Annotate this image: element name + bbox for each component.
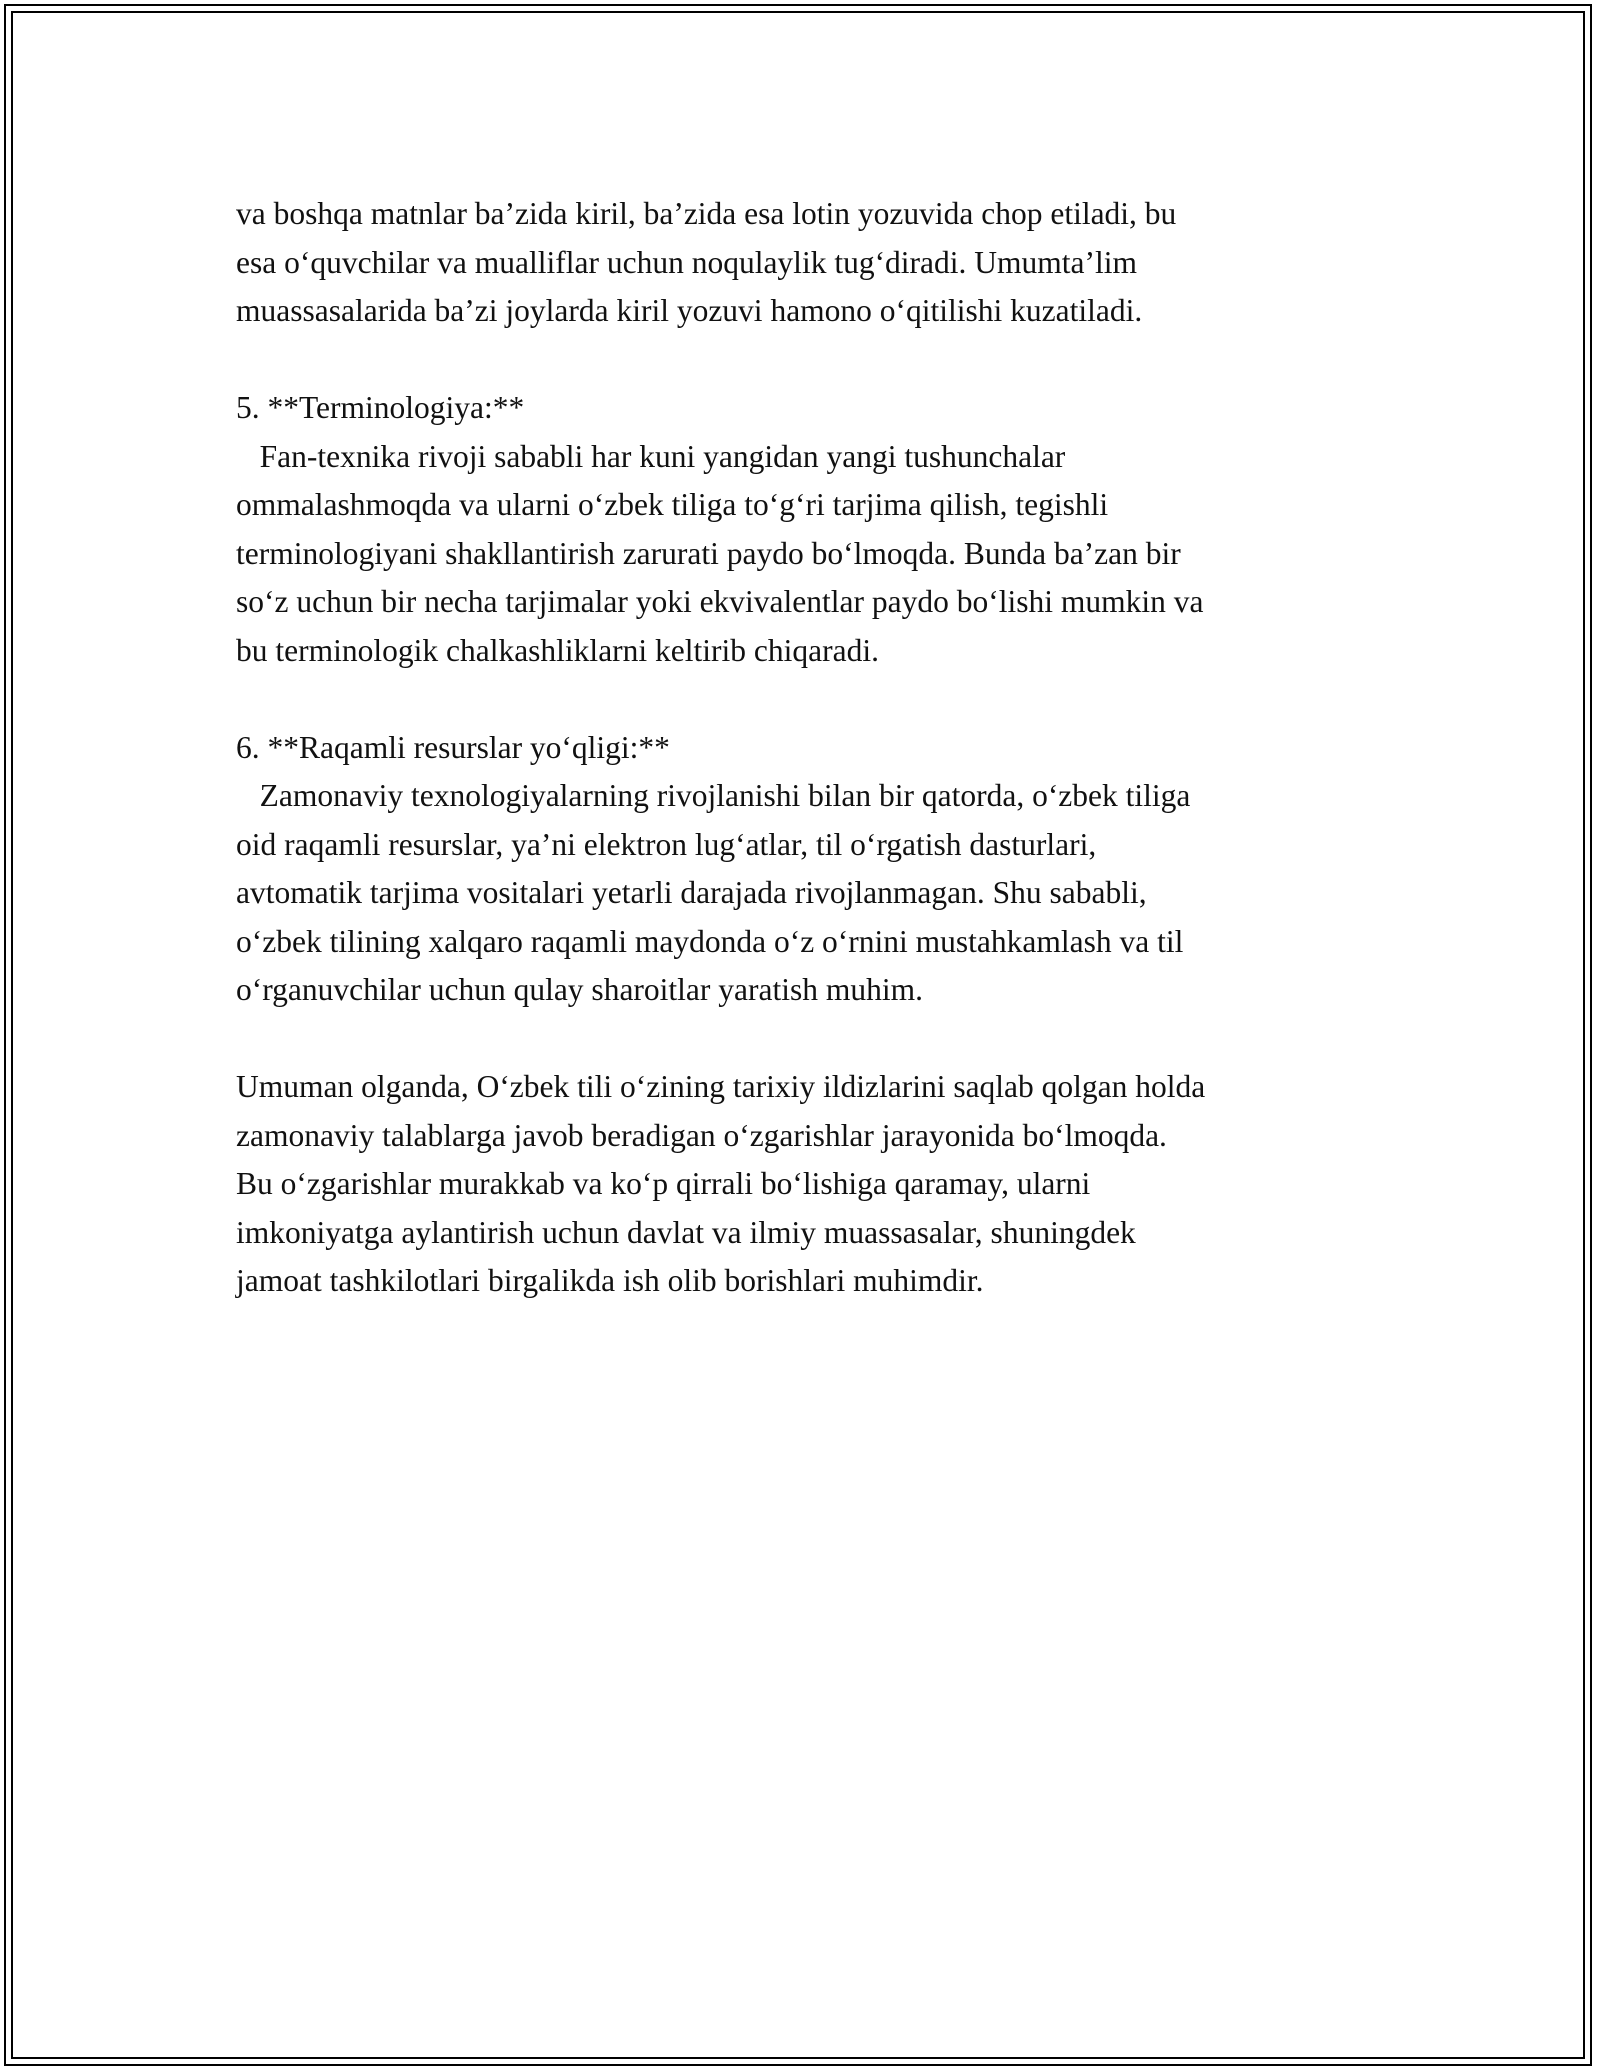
paragraph-spacer (236, 675, 1376, 724)
conclusion-paragraph (236, 1063, 1376, 1306)
text-line: so‘z uchun bir necha tarjimalar yoki ekvivalentlar paydo bo‘lishi mumkin va (236, 584, 1204, 619)
text-line: esa o‘quvchilar va mualliflar uchun noqulaylik tug‘diradi. Umumta’lim (236, 244, 1138, 280)
paragraph-spacer (236, 336, 1376, 385)
text-line: bu terminologik chalkashliklarni keltirib chiqaradi. (236, 632, 879, 668)
document-body (236, 190, 1376, 1306)
section-digital-resources (236, 724, 1376, 1015)
text-line: jamoat tashkilotlari birgalikda ish olib borishlari muhimdir. (236, 1263, 984, 1298)
section-heading: 5. **Terminologiya:** (236, 390, 525, 425)
text-line: Fan-texnika rivoji sababli har kuni yangidan yangi tushunchalar (236, 438, 1066, 474)
text-line: avtomatik tarjima vositalari yetarli darajada rivojlanmagan. Shu sababli, (236, 875, 1147, 910)
text-line: imkoniyatga aylantirish uchun davlat va ilmiy muassasalar, shuningdek (236, 1214, 1136, 1250)
paragraph-spacer (236, 1015, 1376, 1064)
text-line: terminologiyani shakllantirish zarurati paydo bo‘lmoqda. Bunda ba’zan bir (236, 535, 1181, 571)
text-line: Umuman olganda, O‘zbek tili o‘zining tarixiy ildizlarini saqlab qolgan holda (236, 1069, 1206, 1104)
text-line: muassasalarida ba’zi joylarda kiril yozuvi hamono o‘qitilishi kuzatiladi. (236, 293, 1143, 328)
intro-paragraph (236, 190, 1376, 336)
section-heading: 6. **Raqamli resurslar yo‘qligi:** (236, 729, 670, 765)
text-line: zamonaviy talablarga javob beradigan o‘zgarishlar jarayonida bo‘lmoqda. (236, 1117, 1167, 1153)
text-line: o‘rganuvchilar uchun qulay sharoitlar yaratish muhim. (236, 972, 923, 1007)
text-line: Bu o‘zgarishlar murakkab va ko‘p qirrali bo‘lishiga qaramay, ularni (236, 1166, 1091, 1201)
text-line: Zamonaviy texnologiyalarning rivojlanishi bilan bir qatorda, o‘zbek tiliga (236, 778, 1191, 813)
text-line: o‘zbek tilining xalqaro raqamli maydonda o‘z o‘rnini mustahkamlash va til (236, 923, 1184, 959)
section-terminology (236, 384, 1376, 675)
text-line: oid raqamli resurslar, ya’ni elektron lug‘atlar, til o‘rgatish dasturlari, (236, 826, 1097, 862)
text-line: va boshqa matnlar ba’zida kiril, ba’zida esa lotin yozuvida chop etiladi, bu (236, 196, 1177, 231)
text-line: ommalashmoqda va ularni o‘zbek tiliga to‘g‘ri tarjima qilish, tegishli (236, 487, 1109, 522)
